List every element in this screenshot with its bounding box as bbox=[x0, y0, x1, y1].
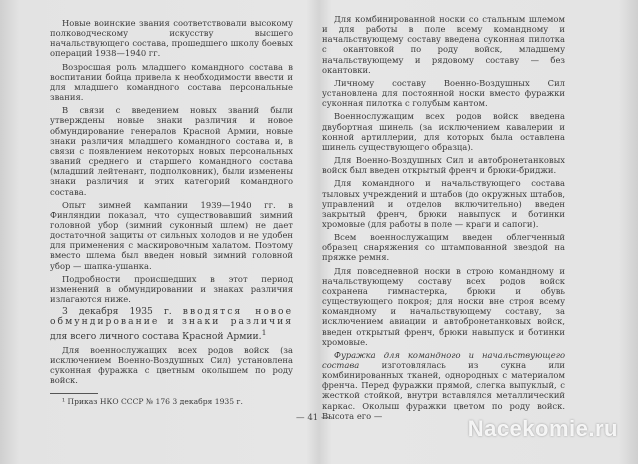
paragraph: Новые воинские звания соответствовали высокому полководческому искусству высшего начальствующего состава, прошедшего школу боевых операций 1938—1940 гг. bbox=[50, 18, 293, 59]
footnote-marker: 1 bbox=[261, 327, 267, 337]
footnote: ¹ Приказ НКО СССР № 176 3 декабря 1935 г. bbox=[62, 397, 243, 407]
paragraph: Опыт зимней кампании 1939—1940 гг. в Финляндии показал, что существовавший зимний головной убор (зимний суконный шлем) не дает достаточной защиты от сильных холодов и не удобен для применения с маскировочным халатом. Поэтому вместо шлема был введен новый зимний головной убор — шапка-ушанка. bbox=[50, 199, 293, 271]
decree-conjunction: и bbox=[167, 316, 174, 328]
paragraph: Военнослужащим всех родов войск введена двубортная шинель (за исключением кавалерии и конной артиллерии, для которых была оставлена шинель существующего образца). bbox=[322, 111, 565, 152]
paragraph: Для комбинированной носки со стальным шлемом и для работы в поле всему командному и начальствующему составу введена суконная пилотка с окантовкой по роду войск, младшему начальствующему и рядовому составу — без окантовки. bbox=[322, 14, 565, 75]
decree-paragraph bbox=[50, 307, 293, 342]
paragraph-text: изготовлялась из сукна или комбинированных тканей, однородных с материалом френча. Перед фуражки прямой, слегка выпуклый, с жесткой стойкой, внутри вставлялся металлический каркас. Околыш фуражки цветом по роду войск. Высота его — bbox=[322, 360, 565, 421]
decree-emphasis-2: знаки различия bbox=[181, 316, 293, 328]
paragraph: Для военнослужащих всех родов войск (за исключением Военно-Воздушных Сил) установлена суконная фуражка с цветным околышем по роду войск. bbox=[50, 344, 293, 386]
right-column bbox=[322, 14, 565, 424]
left-column bbox=[50, 18, 293, 409]
paragraph: Для Военно-Воздушных Сил и автобронетанковых войск был введен открытый френч и брюки-бриджи. bbox=[322, 155, 565, 176]
italic-heading: Фуражка для командного и начальствующего состава bbox=[322, 349, 565, 370]
paragraph: Всем военнослужащим введен облегченный образец снаряжения со штампованной звездой на пряжке ремня. bbox=[322, 232, 565, 263]
paragraph: Личному составу Военно-Воздушных Сил установлена для постоянной носки вместо фуражки суконная пилотка с голубым кантом. bbox=[322, 77, 565, 109]
paragraph: В связи с введением новых званий были утверждены новые знаки различия и новое обмундирование генералов Красной Армии, новые знаки различия младшего командного состава и, в связи с появлением некоторых новых персональных званий среднего и старшего командного состава (младший лейтенант, подполковник), были изменены знаки различия и этих категорий командного состава. bbox=[50, 105, 293, 197]
decree-text: для всего личного состава Красной Армии. bbox=[50, 330, 262, 342]
paragraph: Для командного и начальствующего состава тыловых учреждений и штабов (до окружных штабов, управлений и отделов включительно) введен закрытый френч, брюки навыпуск и ботинки хромовые (для работы в поле — краги и сапоги). bbox=[322, 178, 565, 229]
paragraph bbox=[322, 350, 565, 421]
decree-date: 3 декабря 1935 г. bbox=[62, 306, 172, 318]
footnote-divider bbox=[50, 393, 98, 394]
page-number: — 41 — bbox=[296, 413, 330, 423]
paragraph: Возросшая роль младшего командного состава в воспитании бойца привела к необходимости ввести и для младшего командного состава персональные звания. bbox=[50, 61, 293, 103]
site-watermark: Nacekomie.ru bbox=[467, 416, 618, 441]
decree-emphasis-1: вводятся новое обмундирование bbox=[50, 306, 294, 328]
paragraph: Подробности происшедших в этот период изменений в обмундировании и знаках различия излагаются ниже. bbox=[50, 273, 293, 305]
paragraph: Для повседневной носки в строю командному и начальствующему составу всех родов войск сохранена гимнастерка, брюки и обувь существующего покроя; для носки вне строя всему командному и начальствующему составу, за исключением авиации и автобронетанковых войск, введен открытый френч, брюки навыпуск и ботинки хромовые. bbox=[322, 265, 565, 347]
